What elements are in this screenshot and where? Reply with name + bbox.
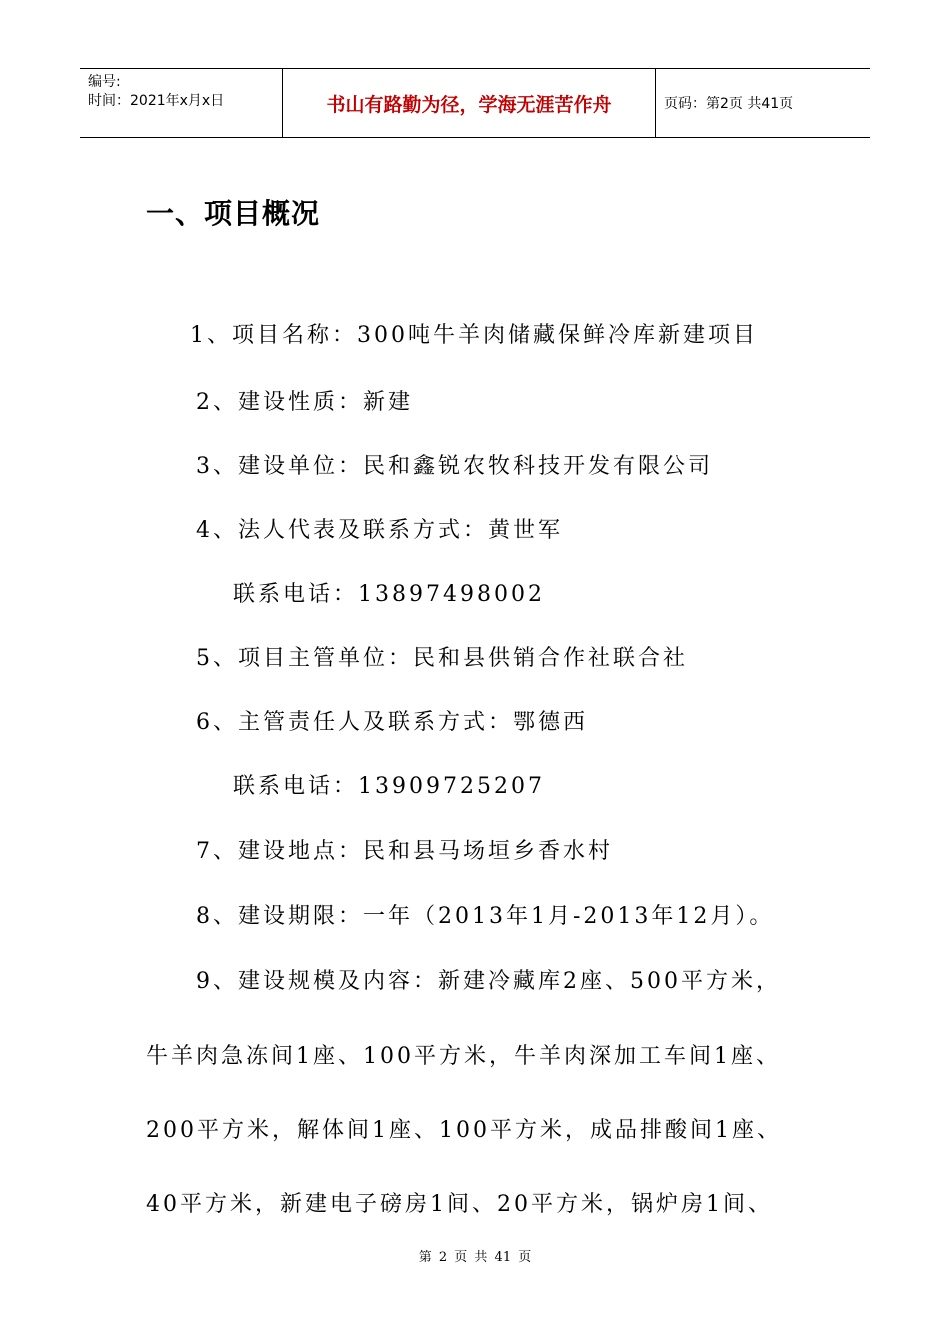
body-text-line: 200平方米，解体间1座、100平方米，成品排酸间1座、 (146, 1118, 782, 1143)
page-header (80, 68, 870, 138)
time-label: 时间：2021年x月x日 (88, 93, 225, 109)
number-label: 编号: (88, 74, 121, 90)
page-footer: 第 2 页 共 41 页 (418, 1250, 532, 1265)
header-motto: 书山有路勤为径，学海无涯苦作舟 (282, 69, 656, 137)
item-period: 8、建设期限：一年（2013年1月-2013年12月）。 (196, 904, 775, 929)
section-title: 一、项目概况 (146, 197, 321, 230)
item-responsible-person: 6、主管责任人及联系方式：鄂德西 (196, 710, 588, 735)
item-contact-phone-1: 联系电话：13897498002 (233, 582, 545, 607)
body-text-line: 40平方米，新建电子磅房1间、20平方米，锅炉房1间、 (146, 1192, 773, 1217)
item-scale: 9、建设规模及内容：新建冷藏库2座、500平方米， (196, 969, 781, 994)
item-construction-nature: 2、建设性质：新建 (196, 390, 413, 415)
item-location: 7、建设地点：民和县马场垣乡香水村 (196, 839, 613, 864)
item-project-name: 1、项目名称：300吨牛羊肉储藏保鲜冷库新建项目 (190, 323, 758, 348)
body-text-line: 牛羊肉急冻间1座、100平方米，牛羊肉深加工车间1座、 (146, 1044, 781, 1069)
header-info (80, 69, 282, 137)
header-page-info: 页码：第2页 共41页 (664, 96, 794, 112)
item-construction-unit: 3、建设单位：民和鑫锐农牧科技开发有限公司 (196, 454, 713, 479)
item-supervising-unit: 5、项目主管单位：民和县供销合作社联合社 (196, 646, 688, 671)
item-legal-representative: 4、法人代表及联系方式：黄世军 (196, 518, 563, 543)
item-contact-phone-2: 联系电话：13909725207 (233, 774, 545, 799)
